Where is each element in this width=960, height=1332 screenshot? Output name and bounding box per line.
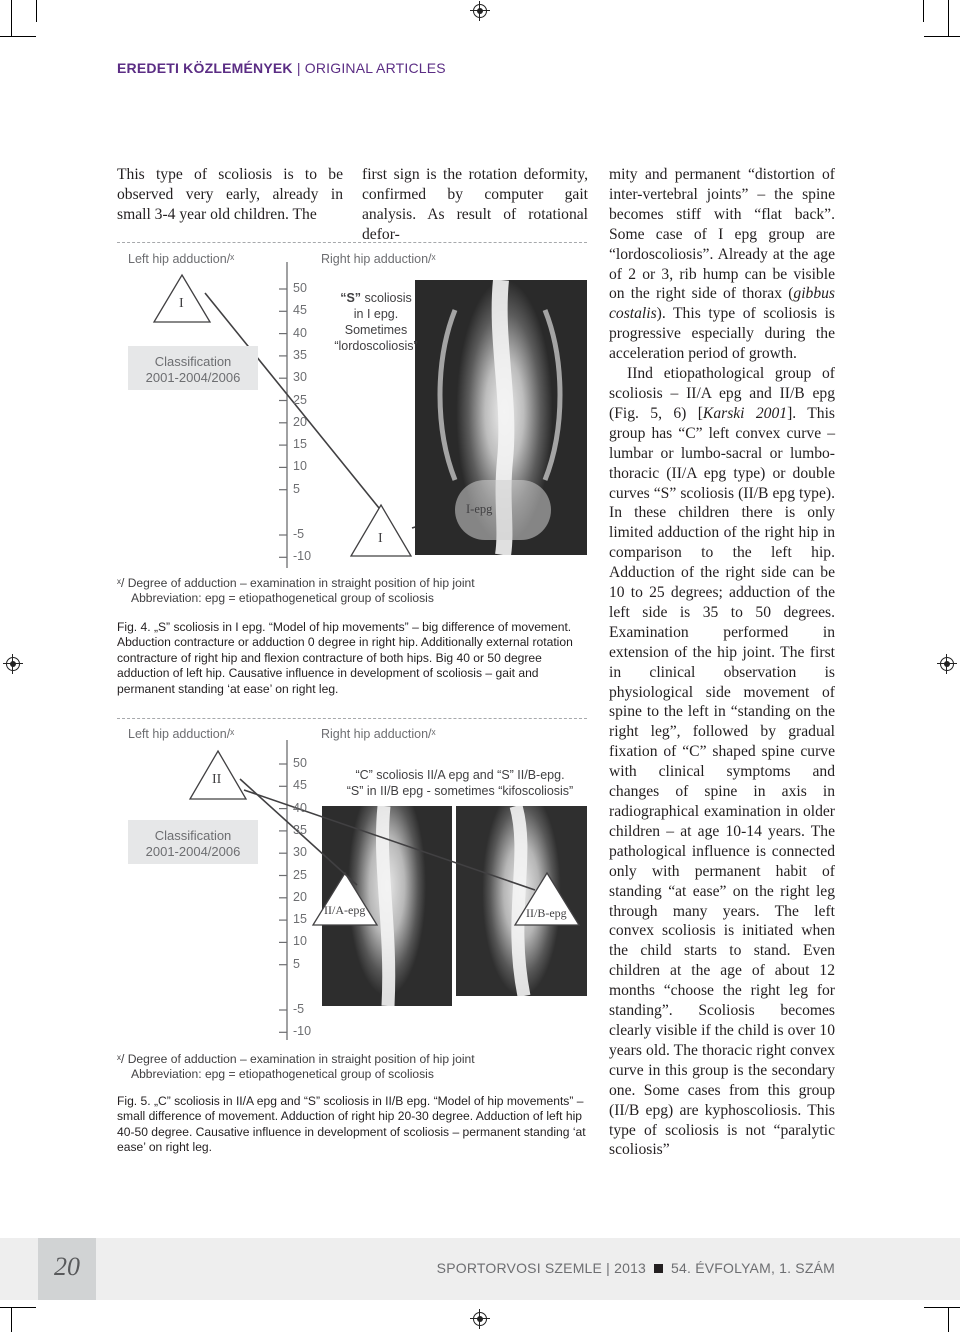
page-number: 20 — [54, 1252, 80, 1281]
footnote: ˣ/ Degree of adduction – examination in straight position of hip joint Abbreviation: epg = etiopathogenetical group of scoliosis — [117, 576, 475, 605]
square-icon — [654, 1264, 663, 1273]
axis-tick-label: 5 — [293, 481, 300, 496]
bottom-group-label: I — [378, 531, 383, 546]
axis-tick-label: 45 — [293, 303, 307, 318]
axis-tick-label: -10 — [293, 1024, 312, 1039]
axis-tick-label: 40 — [293, 325, 307, 340]
xray-caption: “S” scoliosis in I epg. Sometimes “lordoscoliosis” — [334, 291, 418, 353]
classification-box: Classification 2001-2004/2006 — [128, 820, 258, 864]
axis-tick-label: 15 — [293, 912, 307, 927]
journal-info: SPORTORVOSI SZEMLE | 2013 54. ÉVFOLYAM, 1. SZÁM — [436, 1260, 835, 1276]
axis-tick-label: 25 — [293, 867, 307, 882]
axis-tick-label: 50 — [293, 281, 307, 295]
right-hip-label: Right hip adduction/ˣ — [321, 252, 436, 266]
axis-tick-label: 35 — [293, 347, 307, 362]
right-hip-label: Right hip adduction/ˣ — [321, 727, 436, 741]
crop-mark — [11, 1308, 12, 1332]
body-column-2: first sign is the rotation deformity, confirmed by computer gait analysis. As result of rotational defor- — [362, 166, 588, 243]
axis-tick-label: 40 — [293, 800, 307, 815]
axis-tick-label: 20 — [293, 889, 307, 904]
axis-tick-label: -10 — [293, 549, 312, 564]
epg-tag-a: II/A-epg — [324, 903, 366, 917]
axis-tick-label: 30 — [293, 845, 307, 860]
axis-tick-label: 20 — [293, 414, 307, 429]
group-label: II — [212, 772, 222, 787]
crop-mark — [0, 1307, 36, 1308]
crop-mark — [948, 1308, 949, 1332]
axis-tick-label: 50 — [293, 756, 307, 770]
registration-mark-icon — [473, 1312, 487, 1326]
epg-tag: I-epg — [466, 502, 493, 516]
crop-mark — [924, 1307, 960, 1308]
axis-tick-label: 10 — [293, 459, 307, 474]
axis-tick-label: 10 — [293, 934, 307, 949]
figure-title: “C” scoliosis II/A epg and “S” II/B-epg. “S” in II/B epg - sometimes “kifoscoliosis” — [346, 768, 574, 798]
section-header-bold: EREDETI KÖZLEMÉNYEK — [117, 60, 293, 76]
figure-caption: Fig. 4. „S” scoliosis in I epg. “Model of hip movements” – big difference of movement. Abduction contracture or adduction 0 degree in right hip. Additionally external rotation contracture of right hip and flexion contracture of both hips. Big 40 or 50 degree adduction of left hip. Causative influence in development of scoliosis – gait and permanent standing ‘at ease’ on right leg. — [117, 620, 573, 696]
group-label: I — [179, 296, 184, 311]
paragraph: mity and permanent “distortion of inter-vertebral joints” – the spine becomes stiff with “flat back”. Some case of I epg group are “lordoscoliosis”. Already at the age of 2 or 3, rib hump can be visible on the right side of thorax (gibbus costalis). This type of scoliosis is progressive especially during the acceleration period of growth. — [609, 166, 835, 363]
axis-tick-label: 5 — [293, 956, 300, 971]
body-column-1: This type of scoliosis is to be observed very early, already in small 3-4 year old children. The — [117, 166, 343, 223]
axis-tick-label: -5 — [293, 527, 305, 541]
axis-tick-label: 35 — [293, 822, 307, 837]
axis-tick-label: -5 — [293, 1002, 305, 1016]
epg-tag-b: II/B-epg — [526, 906, 567, 920]
figure-caption: Fig. 5. „C” scoliosis in II/A epg and “S” scoliosis in II/B epg. “Model of hip movements” – small difference of movement. Adduction of right hip 20-30 degree. Adduction of left hip 40-50 degree. Causative influence in development of scoliosis – permanent standing ‘at ease’ on right leg. — [117, 1094, 586, 1155]
left-hip-label: Left hip adduction/ˣ — [128, 252, 235, 266]
footnote: ˣ/ Degree of adduction – examination in straight position of hip joint Abbreviation: epg = etiopathogenetical group of scoliosis — [117, 1052, 475, 1081]
axis-tick-label: 25 — [293, 392, 307, 407]
paragraph: IInd etiopathological group of scoliosis – II/A epg and II/B epg (Fig. 5, 6) [Karski 2001]. This group has “C” left convex curve – lumbar or lumbo-sacral or lumbo-thoracic (II/A epg type) or double curves “S” scoliosis (II/B epg type). In these children there is only limited adduction of the right hip in comparison to the left hip. Adduction of the right side can be 10 to 25 degrees; adduction of the left side is 35 to 50 degrees. Examination performed in extension of the hip joint. The first in clinical observation is physiological side movement of spine to the left in “standing on the right leg”, followed by gradual fixation of “C” shaped spine curve with clinical symptoms and changes of spine in axis in radiographical examination in older children – at age 10-14 years. The pathological influence is connected only with permanent habit of standing “at ease” on the right leg through many years. The left convex scoliosis is initiated when the child starts to stand. Even children at the age of about 12 months “choose the right leg for standing”. Scoliosis becomes clearly visible if the child is over 10 years old. The thoracic right convex curve in this group is the secondary one. Some cases from this group (II/B epg) are kyphoscoliosis. This type of scoliosis is not “paralytic scoliosis” — [609, 365, 835, 1159]
classification-box: Classification 2001-2004/2006 — [128, 346, 258, 390]
axis-tick-label: 30 — [293, 370, 307, 385]
axis-tick-label: 45 — [293, 778, 307, 793]
axis-tick-label: 15 — [293, 437, 307, 452]
left-hip-label: Left hip adduction/ˣ — [128, 727, 235, 741]
section-header-rest: | ORIGINAL ARTICLES — [296, 60, 446, 76]
